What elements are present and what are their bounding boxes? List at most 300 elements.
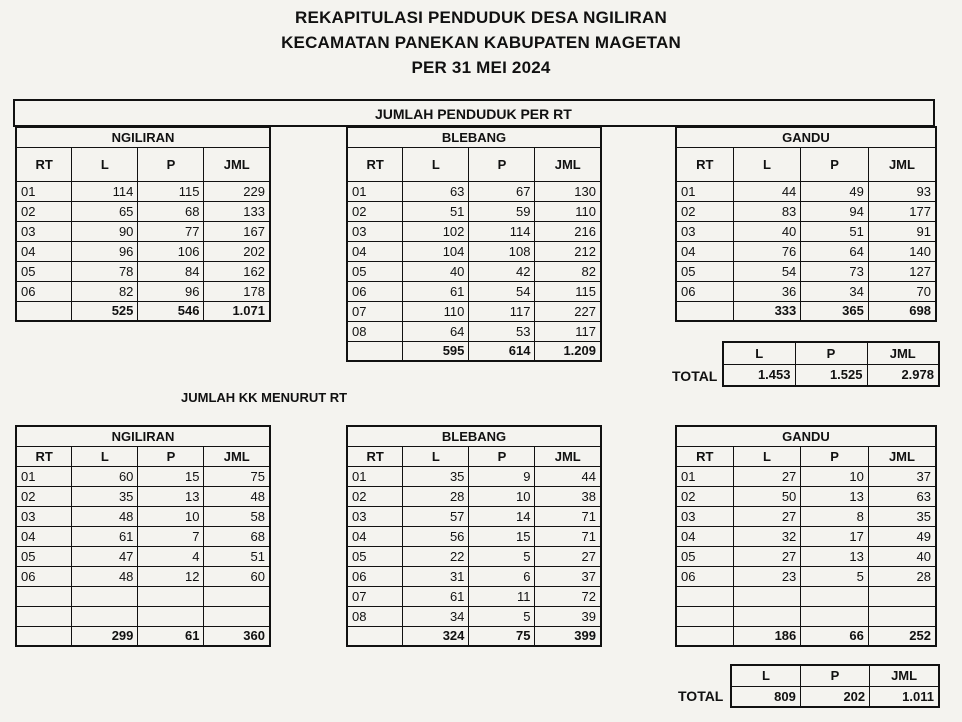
value-cell: 94 <box>801 201 869 221</box>
rt-cell: 04 <box>16 241 72 261</box>
value-cell: 64 <box>801 241 869 261</box>
value-cell: 12 <box>138 566 204 586</box>
value-cell: 13 <box>801 486 869 506</box>
total-cell: 525 <box>72 301 138 321</box>
blank-cell <box>676 626 733 646</box>
table-row <box>347 281 601 301</box>
value-cell: 28 <box>868 566 936 586</box>
header-cell: L <box>403 147 469 181</box>
grand-total-jml: 1.011 <box>870 686 939 707</box>
table-row <box>16 281 270 301</box>
value-cell: 61 <box>403 586 469 606</box>
value-cell: 91 <box>868 221 936 241</box>
value-cell: 10 <box>138 506 204 526</box>
header-cell: JML <box>535 147 601 181</box>
value-cell: 67 <box>469 181 535 201</box>
value-cell: 31 <box>403 566 469 586</box>
rt-cell <box>676 586 733 606</box>
value-cell: 32 <box>733 526 801 546</box>
value-cell: 127 <box>868 261 936 281</box>
table-row <box>676 221 936 241</box>
rt-cell: 03 <box>676 506 733 526</box>
rt-cell: 01 <box>16 466 72 486</box>
rt-cell: 04 <box>676 241 733 261</box>
value-cell: 227 <box>535 301 601 321</box>
header-cell: RT <box>16 446 72 466</box>
table-row <box>347 181 601 201</box>
header-cell: L <box>72 446 138 466</box>
rt-cell: 02 <box>16 486 72 506</box>
village-name: NGILIRAN <box>16 426 270 446</box>
total-row <box>676 301 936 321</box>
value-cell: 96 <box>72 241 138 261</box>
value-cell: 44 <box>535 466 601 486</box>
value-cell: 102 <box>403 221 469 241</box>
value-cell: 10 <box>469 486 535 506</box>
value-cell: 72 <box>535 586 601 606</box>
value-cell: 27 <box>535 546 601 566</box>
value-cell: 35 <box>868 506 936 526</box>
table-row <box>347 486 601 506</box>
total-cell: 186 <box>733 626 801 646</box>
value-cell: 39 <box>535 606 601 626</box>
header-cell: JML <box>868 446 936 466</box>
table-row <box>347 221 601 241</box>
value-cell: 61 <box>72 526 138 546</box>
value-cell: 49 <box>868 526 936 546</box>
table-row <box>347 546 601 566</box>
value-cell: 54 <box>733 261 801 281</box>
header-cell: L <box>731 665 800 686</box>
population-total-label: TOTAL <box>672 368 718 384</box>
rt-cell: 08 <box>347 606 403 626</box>
rt-cell: 06 <box>16 281 72 301</box>
value-cell: 73 <box>801 261 869 281</box>
rt-cell: 01 <box>676 181 733 201</box>
rt-cell: 05 <box>347 261 403 281</box>
header-cell: RT <box>347 147 403 181</box>
blank-cell <box>347 626 403 646</box>
rt-cell: 03 <box>16 506 72 526</box>
table-row <box>676 546 936 566</box>
report-title-3: PER 31 MEI 2024 <box>411 58 551 77</box>
value-cell: 178 <box>204 281 270 301</box>
table-row <box>347 606 601 626</box>
table-row <box>16 546 270 566</box>
blank-cell <box>347 341 403 361</box>
table-row <box>16 606 270 626</box>
value-cell: 63 <box>868 486 936 506</box>
value-cell: 34 <box>403 606 469 626</box>
rt-cell: 02 <box>347 486 403 506</box>
rt-cell: 02 <box>347 201 403 221</box>
total-row <box>347 341 601 361</box>
value-cell: 96 <box>138 281 204 301</box>
table-row <box>676 466 936 486</box>
grand-total-l: 1.453 <box>723 364 795 386</box>
rt-cell <box>16 586 72 606</box>
value-cell: 71 <box>535 506 601 526</box>
rt-cell: 01 <box>16 181 72 201</box>
header-cell: JML <box>204 446 270 466</box>
value-cell: 28 <box>403 486 469 506</box>
value-cell: 37 <box>535 566 601 586</box>
rt-cell: 05 <box>16 546 72 566</box>
value-cell: 130 <box>535 181 601 201</box>
value-cell: 22 <box>403 546 469 566</box>
grand-total-p: 202 <box>800 686 869 707</box>
total-cell: 1.071 <box>204 301 270 321</box>
table-row <box>347 201 601 221</box>
table-row <box>347 506 601 526</box>
total-cell: 360 <box>204 626 270 646</box>
value-cell: 60 <box>72 466 138 486</box>
rt-cell: 06 <box>347 566 403 586</box>
value-cell: 15 <box>138 466 204 486</box>
value-cell: 216 <box>535 221 601 241</box>
rt-cell: 02 <box>16 201 72 221</box>
value-cell: 68 <box>138 201 204 221</box>
value-cell: 114 <box>469 221 535 241</box>
table-row <box>16 566 270 586</box>
header-cell: P <box>795 342 867 364</box>
table-row <box>16 181 270 201</box>
rt-cell: 04 <box>347 526 403 546</box>
value-cell <box>733 606 801 626</box>
population-banner: JUMLAH PENDUDUK PER RT <box>13 99 935 127</box>
total-row <box>16 626 270 646</box>
population-table-blebang <box>346 126 602 362</box>
value-cell: 17 <box>801 526 869 546</box>
value-cell: 65 <box>72 201 138 221</box>
header-cell: P <box>801 446 869 466</box>
rt-cell: 04 <box>347 241 403 261</box>
value-cell: 14 <box>469 506 535 526</box>
table-row <box>347 566 601 586</box>
rt-cell: 05 <box>676 261 733 281</box>
value-cell: 104 <box>403 241 469 261</box>
header-cell: P <box>800 665 869 686</box>
village-name: BLEBANG <box>347 426 601 446</box>
value-cell: 9 <box>469 466 535 486</box>
table-row <box>16 486 270 506</box>
value-cell: 202 <box>204 241 270 261</box>
header-cell: JML <box>868 147 936 181</box>
value-cell <box>72 606 138 626</box>
table-row <box>676 486 936 506</box>
value-cell: 13 <box>138 486 204 506</box>
table-row <box>347 261 601 281</box>
table-row <box>347 241 601 261</box>
value-cell: 59 <box>469 201 535 221</box>
table-row <box>347 466 601 486</box>
total-cell: 299 <box>72 626 138 646</box>
table-row <box>347 301 601 321</box>
value-cell: 51 <box>403 201 469 221</box>
rt-cell: 08 <box>347 321 403 341</box>
village-name: GANDU <box>676 127 936 147</box>
table-row <box>676 526 936 546</box>
village-name: GANDU <box>676 426 936 446</box>
grand-total-l: 809 <box>731 686 800 707</box>
value-cell: 4 <box>138 546 204 566</box>
value-cell: 36 <box>733 281 801 301</box>
value-cell: 5 <box>469 606 535 626</box>
header-cell: P <box>469 446 535 466</box>
table-row <box>16 466 270 486</box>
value-cell: 114 <box>72 181 138 201</box>
value-cell: 106 <box>138 241 204 261</box>
header-cell: P <box>138 446 204 466</box>
value-cell: 117 <box>535 321 601 341</box>
header-cell: RT <box>347 446 403 466</box>
rt-cell: 05 <box>676 546 733 566</box>
value-cell: 110 <box>535 201 601 221</box>
value-cell: 82 <box>72 281 138 301</box>
rt-cell: 07 <box>347 301 403 321</box>
value-cell: 27 <box>733 466 801 486</box>
value-cell: 133 <box>204 201 270 221</box>
grand-total-p: 1.525 <box>795 364 867 386</box>
total-cell: 75 <box>469 626 535 646</box>
table-row <box>676 566 936 586</box>
rt-cell <box>676 606 733 626</box>
grand-total-jml: 2.978 <box>867 364 939 386</box>
rt-cell: 01 <box>347 181 403 201</box>
table-row <box>676 181 936 201</box>
table-row <box>16 261 270 281</box>
rt-cell: 01 <box>347 466 403 486</box>
value-cell: 76 <box>733 241 801 261</box>
value-cell: 117 <box>469 301 535 321</box>
header-cell: L <box>733 147 801 181</box>
value-cell: 5 <box>801 566 869 586</box>
value-cell: 229 <box>204 181 270 201</box>
value-cell: 34 <box>801 281 869 301</box>
value-cell <box>72 586 138 606</box>
value-cell <box>733 586 801 606</box>
rt-cell: 04 <box>16 526 72 546</box>
value-cell: 40 <box>733 221 801 241</box>
table-row <box>347 321 601 341</box>
value-cell: 51 <box>801 221 869 241</box>
rt-cell: 03 <box>676 221 733 241</box>
value-cell: 47 <box>72 546 138 566</box>
value-cell: 44 <box>733 181 801 201</box>
table-row <box>16 241 270 261</box>
value-cell: 64 <box>403 321 469 341</box>
value-cell: 6 <box>469 566 535 586</box>
rt-cell: 05 <box>347 546 403 566</box>
value-cell <box>138 586 204 606</box>
value-cell: 56 <box>403 526 469 546</box>
rt-cell: 05 <box>16 261 72 281</box>
value-cell: 8 <box>801 506 869 526</box>
value-cell: 93 <box>868 181 936 201</box>
value-cell: 11 <box>469 586 535 606</box>
value-cell: 84 <box>138 261 204 281</box>
total-cell: 698 <box>868 301 936 321</box>
header-cell: P <box>469 147 535 181</box>
rt-cell: 04 <box>676 526 733 546</box>
value-cell: 78 <box>72 261 138 281</box>
value-cell: 15 <box>469 526 535 546</box>
header-cell: P <box>138 147 204 181</box>
total-row <box>16 301 270 321</box>
rt-cell: 03 <box>16 221 72 241</box>
header-cell: JML <box>204 147 270 181</box>
total-cell: 61 <box>138 626 204 646</box>
total-cell: 333 <box>733 301 801 321</box>
table-row <box>16 201 270 221</box>
header-cell: RT <box>676 147 733 181</box>
value-cell: 60 <box>204 566 270 586</box>
value-cell: 37 <box>868 466 936 486</box>
value-cell: 42 <box>469 261 535 281</box>
blank-cell <box>676 301 733 321</box>
value-cell: 108 <box>469 241 535 261</box>
kk-heading: JUMLAH KK MENURUT RT <box>181 390 348 405</box>
value-cell: 115 <box>535 281 601 301</box>
value-cell: 90 <box>72 221 138 241</box>
header-cell: JML <box>535 446 601 466</box>
value-cell: 51 <box>204 546 270 566</box>
rt-cell: 07 <box>347 586 403 606</box>
rt-cell: 03 <box>347 221 403 241</box>
blank-cell <box>16 626 72 646</box>
total-cell: 66 <box>801 626 869 646</box>
value-cell: 77 <box>138 221 204 241</box>
value-cell: 75 <box>204 466 270 486</box>
population-table-ngiliran <box>15 126 271 322</box>
header-cell: L <box>723 342 795 364</box>
value-cell <box>204 586 270 606</box>
value-cell: 48 <box>72 566 138 586</box>
value-cell: 38 <box>535 486 601 506</box>
table-row <box>16 221 270 241</box>
value-cell: 40 <box>403 261 469 281</box>
value-cell: 115 <box>138 181 204 201</box>
header-cell: L <box>72 147 138 181</box>
value-cell <box>801 586 869 606</box>
population-table-gandu <box>675 126 937 322</box>
value-cell: 110 <box>403 301 469 321</box>
value-cell: 35 <box>403 466 469 486</box>
kk-grand-total <box>730 664 940 708</box>
rt-cell: 06 <box>676 281 733 301</box>
value-cell: 54 <box>469 281 535 301</box>
rt-cell: 06 <box>347 281 403 301</box>
value-cell: 35 <box>72 486 138 506</box>
value-cell: 162 <box>204 261 270 281</box>
header-cell: RT <box>676 446 733 466</box>
value-cell: 68 <box>204 526 270 546</box>
value-cell: 58 <box>204 506 270 526</box>
value-cell: 5 <box>469 546 535 566</box>
kk-table-gandu <box>675 425 937 647</box>
value-cell: 50 <box>733 486 801 506</box>
total-cell: 399 <box>535 626 601 646</box>
table-row <box>676 261 936 281</box>
table-row <box>676 606 936 626</box>
value-cell: 63 <box>403 181 469 201</box>
value-cell: 23 <box>733 566 801 586</box>
table-row <box>347 586 601 606</box>
header-cell: L <box>733 446 801 466</box>
rt-cell: 06 <box>676 566 733 586</box>
total-row <box>676 626 936 646</box>
rt-cell: 02 <box>676 486 733 506</box>
table-row <box>676 586 936 606</box>
value-cell: 61 <box>403 281 469 301</box>
total-cell: 614 <box>469 341 535 361</box>
value-cell: 7 <box>138 526 204 546</box>
value-cell: 40 <box>868 546 936 566</box>
value-cell: 27 <box>733 546 801 566</box>
table-row <box>676 201 936 221</box>
kk-table-ngiliran <box>15 425 271 647</box>
rt-cell <box>16 606 72 626</box>
kk-table-blebang <box>346 425 602 647</box>
header-cell: L <box>403 446 469 466</box>
header-cell: P <box>801 147 869 181</box>
value-cell: 48 <box>72 506 138 526</box>
total-cell: 546 <box>138 301 204 321</box>
header-cell: JML <box>870 665 939 686</box>
table-row <box>16 506 270 526</box>
table-row <box>676 506 936 526</box>
value-cell: 82 <box>535 261 601 281</box>
table-row <box>676 241 936 261</box>
table-row <box>16 586 270 606</box>
rt-cell: 06 <box>16 566 72 586</box>
report-title-2: KECAMATAN PANEKAN KABUPATEN MAGETAN <box>281 33 681 52</box>
village-name: NGILIRAN <box>16 127 270 147</box>
rt-cell: 02 <box>676 201 733 221</box>
village-name: BLEBANG <box>347 127 601 147</box>
value-cell: 13 <box>801 546 869 566</box>
table-row <box>347 526 601 546</box>
value-cell: 70 <box>868 281 936 301</box>
value-cell: 48 <box>204 486 270 506</box>
total-cell: 365 <box>801 301 869 321</box>
value-cell: 27 <box>733 506 801 526</box>
total-cell: 595 <box>403 341 469 361</box>
table-row <box>676 281 936 301</box>
value-cell: 212 <box>535 241 601 261</box>
value-cell <box>801 606 869 626</box>
total-cell: 252 <box>868 626 936 646</box>
population-grand-total <box>722 341 940 387</box>
total-cell: 1.209 <box>535 341 601 361</box>
rt-cell: 03 <box>347 506 403 526</box>
value-cell <box>868 586 936 606</box>
value-cell: 83 <box>733 201 801 221</box>
value-cell: 49 <box>801 181 869 201</box>
table-row <box>16 526 270 546</box>
header-cell: RT <box>16 147 72 181</box>
value-cell: 10 <box>801 466 869 486</box>
value-cell <box>138 606 204 626</box>
blank-cell <box>16 301 72 321</box>
value-cell: 57 <box>403 506 469 526</box>
value-cell <box>204 606 270 626</box>
total-row <box>347 626 601 646</box>
value-cell: 167 <box>204 221 270 241</box>
value-cell <box>868 606 936 626</box>
value-cell: 53 <box>469 321 535 341</box>
value-cell: 177 <box>868 201 936 221</box>
